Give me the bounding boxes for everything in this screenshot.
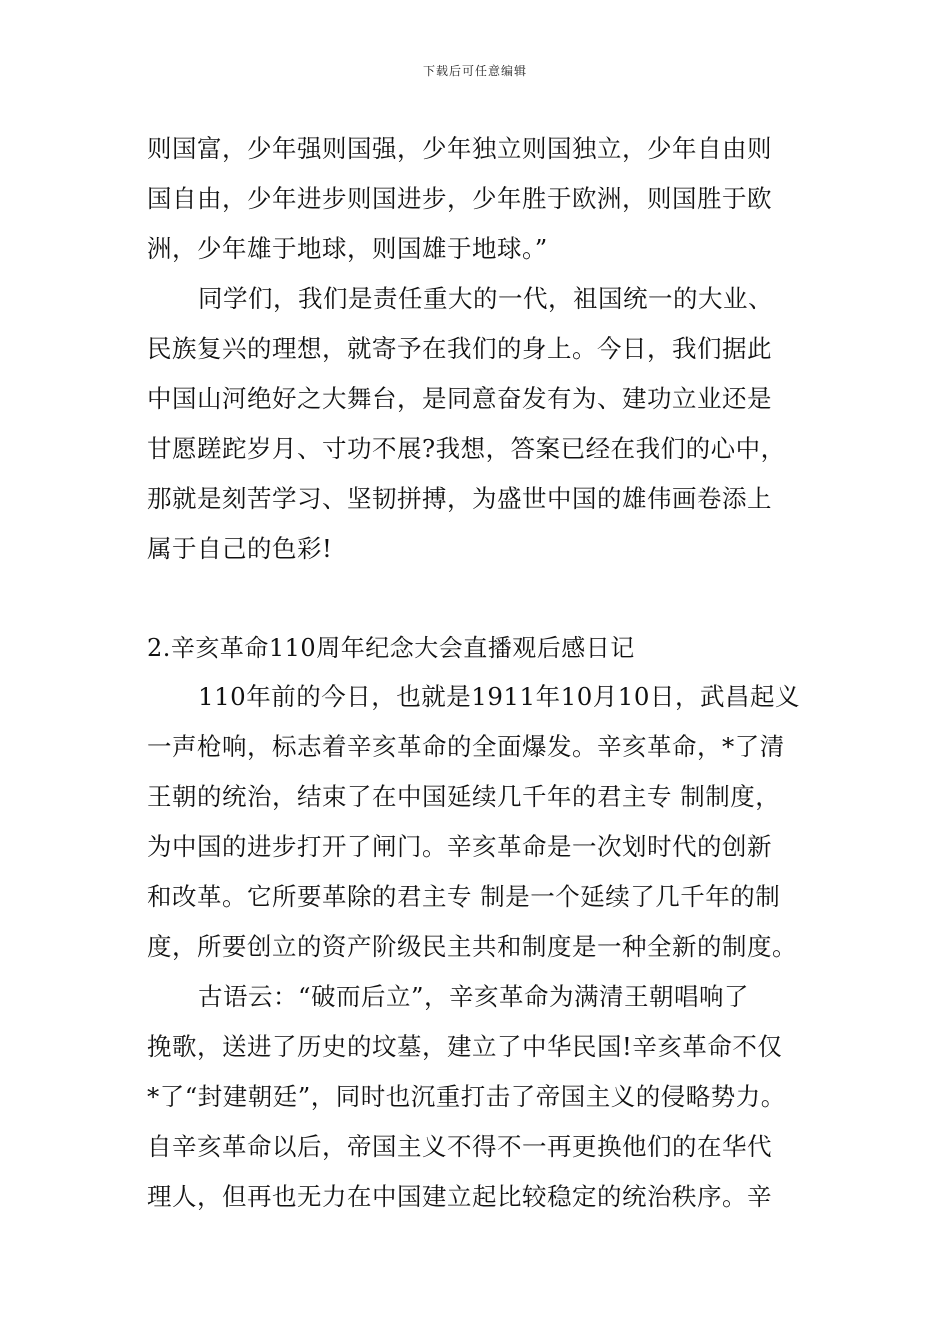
paragraph-4-line-4: 自辛亥革命以后，帝国主义不得不一再更换他们的在华代 — [147, 1132, 772, 1161]
paragraph-1-line-1: 则国富，少年强则国强，少年独立则国独立，少年自由则 — [147, 134, 772, 163]
section-heading: 2.辛亥革命110周年纪念大会直播观后感日记 — [147, 634, 635, 662]
page-header: 下载后可任意编辑 — [422, 64, 527, 78]
paragraph-3-line-1: 110年前的今日，也就是1911年10月10日，武昌起义 — [198, 682, 800, 711]
paragraph-3-line-2: 一声枪响，标志着辛亥革命的全面爆发。辛亥革命，*了清 — [147, 732, 785, 761]
paragraph-2-line-5: 那就是刻苦学习、坚韧拼搏，为盛世中国的雄伟画卷添上 — [147, 484, 772, 513]
paragraph-1-line-3: 洲，少年雄于地球，则国雄于地球。” — [147, 234, 548, 263]
paragraph-3-line-5: 和改革。它所要革除的君主专 制是一个延续了几千年的制 — [147, 882, 781, 911]
paragraph-4-line-1: 古语云：“破而后立”，辛亥革命为满清王朝唱响了 — [198, 982, 750, 1011]
paragraph-2-line-1: 同学们，我们是责任重大的一代，祖国统一的大业、 — [198, 284, 773, 313]
paragraph-2-line-3: 中国山河绝好之大舞台，是同意奋发有为、建功立业还是 — [147, 384, 772, 413]
paragraph-2-line-6: 属于自己的色彩! — [147, 534, 333, 563]
paragraph-3-line-6: 度，所要创立的资产阶级民主共和制度是一种全新的制度。 — [147, 932, 797, 961]
paragraph-4-line-5: 理人，但再也无力在中国建立起比较稳定的统治秩序。辛 — [147, 1182, 772, 1211]
paragraph-1-line-2: 国自由，少年进步则国进步，少年胜于欧洲，则国胜于欧 — [147, 184, 772, 213]
paragraph-2-line-2: 民族复兴的理想，就寄予在我们的身上。今日，我们据此 — [147, 334, 772, 363]
paragraph-2-line-4: 甘愿蹉跎岁月、寸功不展?我想，答案已经在我们的心中， — [147, 434, 786, 463]
paragraph-3-line-4: 为中国的进步打开了闸门。辛亥革命是一次划时代的创新 — [147, 832, 772, 861]
paragraph-4-line-2: 挽歌，送进了历史的坟墓，建立了中华民国!辛亥革命不仅 — [147, 1032, 783, 1061]
paragraph-3-line-3: 王朝的统治，结束了在中国延续几千年的君主专 制制度， — [147, 782, 781, 811]
paragraph-4-line-3: *了“封建朝廷”，同时也沉重打击了帝国主义的侵略势力。 — [147, 1082, 786, 1111]
